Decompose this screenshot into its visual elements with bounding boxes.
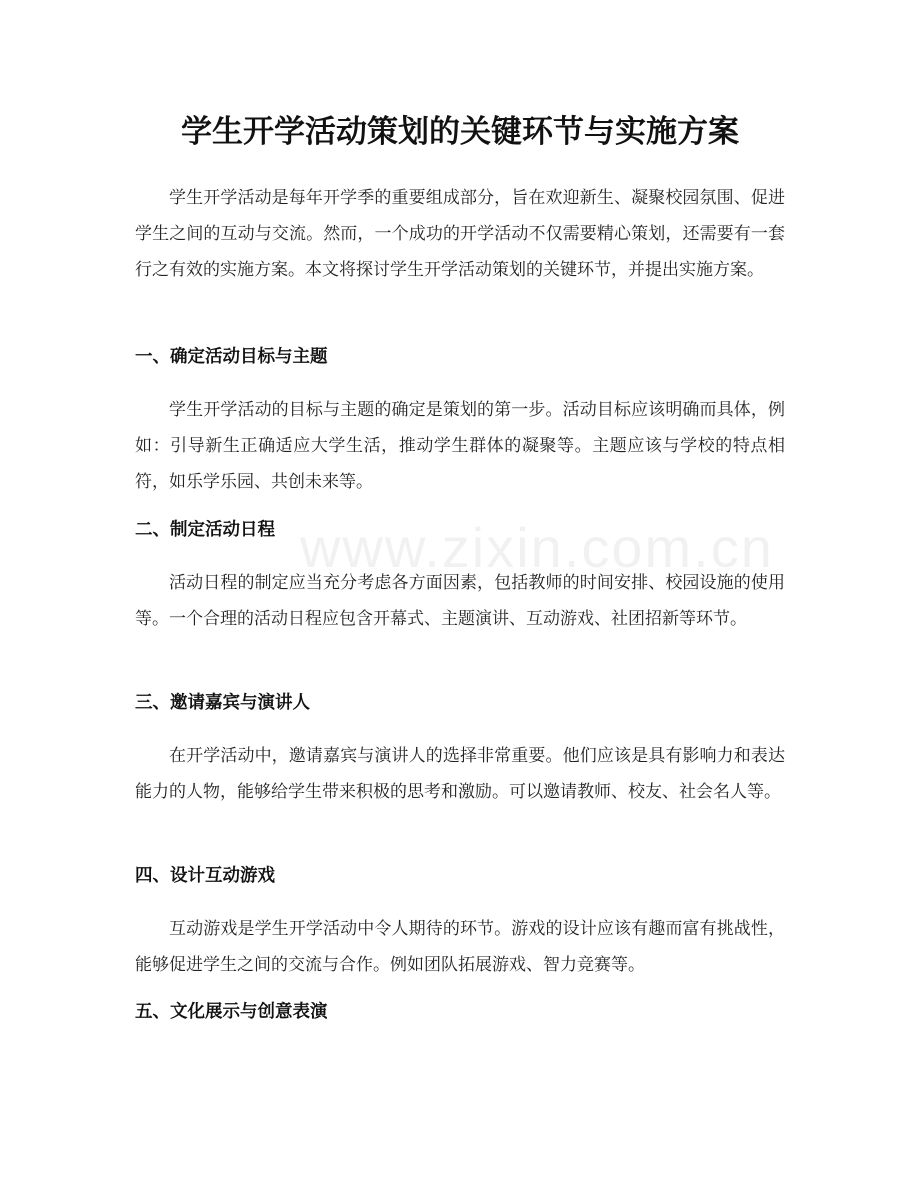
intro-paragraph: 学生开学活动是每年开学季的重要组成部分，旨在欢迎新生、凝聚校园氛围、促进学生之间的互动与交流。然而，一个成功的开学活动不仅需要精心策划，还需要有一套行之有效的实施方案。本文将探讨学生开学活动策划的关键环节，并提出实施方案。 — [135, 188, 785, 280]
section-heading-3: 三、邀请嘉宾与演讲人 — [135, 693, 310, 713]
document-title: 学生开学活动策划的关键环节与实施方案 — [181, 114, 739, 150]
section-heading-1: 一、确定活动目标与主题 — [135, 347, 328, 367]
section-body-2: 活动日程的制定应当充分考虑各方面因素，包括教师的时间安排、校园设施的使用等。一个合理的活动日程应包含开幕式、主题演讲、互动游戏、社团招新等环节。 — [135, 573, 785, 629]
section-body-4: 互动游戏是学生开学活动中令人期待的环节。游戏的设计应该有趣而富有挑战性，能够促进学生之间的交流与合作。例如团队拓展游戏、智力竞赛等。 — [135, 919, 785, 975]
section-heading-4: 四、设计互动游戏 — [135, 866, 275, 886]
section-body-3: 在开学活动中，邀请嘉宾与演讲人的选择非常重要。他们应该是具有影响力和表达能力的人物，能够给学生带来积极的思考和激励。可以邀请教师、校友、社会名人等。 — [135, 746, 785, 802]
section-heading-2: 二、制定活动日程 — [135, 520, 275, 540]
watermark: www.zixin.com.cn — [300, 516, 774, 579]
section-heading-5: 五、文化展示与创意表演 — [135, 1002, 328, 1022]
section-body-1: 学生开学活动的目标与主题的确定是策划的第一步。活动目标应该明确而具体，例如：引导新生正确适应大学生活，推动学生群体的凝聚等。主题应该与学校的特点相符，如乐学乐园、共创未来等。 — [135, 400, 785, 492]
